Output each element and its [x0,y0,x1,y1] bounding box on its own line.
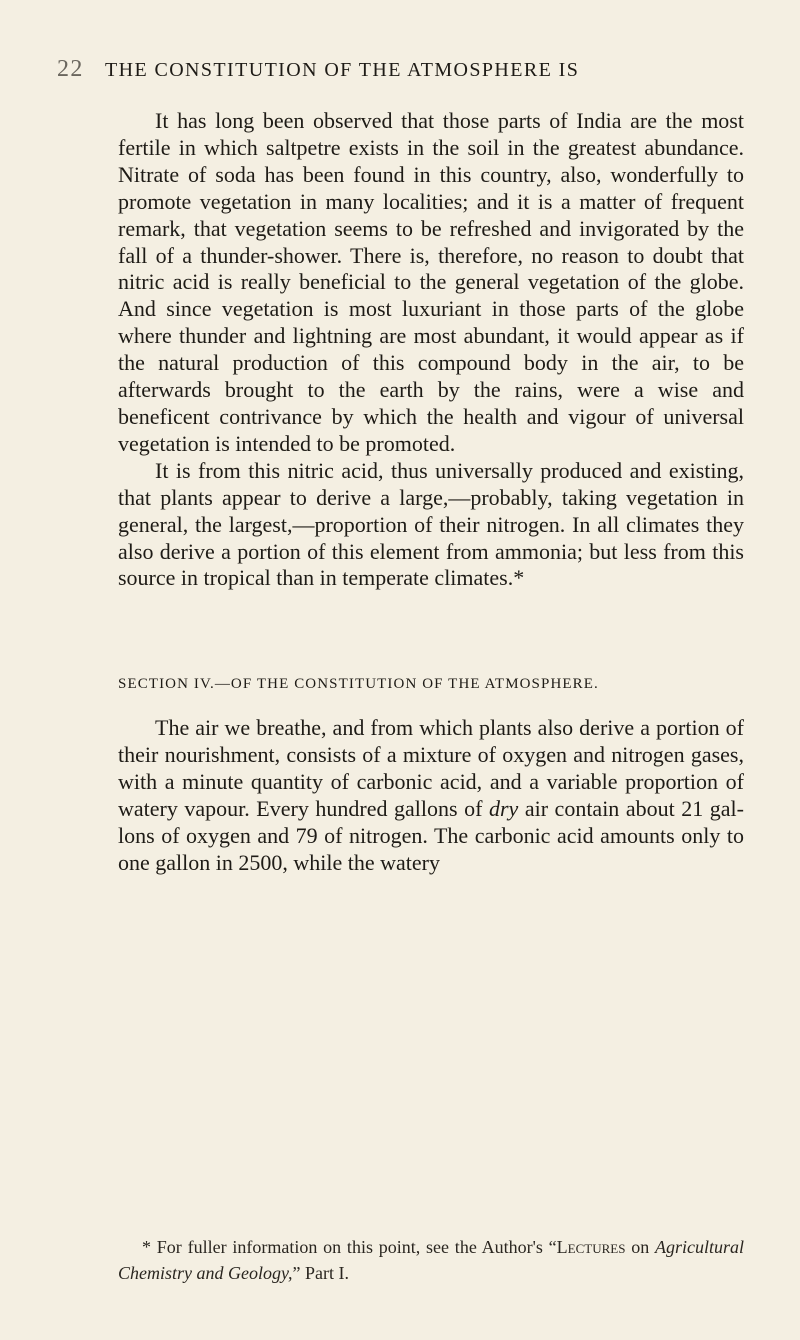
paragraph-atmosphere-composition [118,715,744,876]
running-header [57,56,747,86]
paragraph-text-part1: The air we breathe, and from which plants also derive a portion of their nourishment, consists of a mixture of oxygen and nitrogen gases, with a minute quantity of carbonic acid, and a variable proportion of watery vapour. Every hundred gallons of [118,715,744,821]
paragraph-text-part2: air contain about 21 gallons of oxygen and 79 of nitrogen. The carbonic acid amounts only to one gallon in 2500, while the watery [118,795,744,875]
footnote-book-title: Agricultural Chemistry and Geology, [118,1237,745,1283]
footnote-text-middle: on [625,1237,656,1257]
body-text [118,108,744,592]
running-title: THE CONSTITUTION OF THE ATMOSPHERE IS [105,59,580,81]
paragraph-nitric-acid: It is from this nitric acid, thus universally produced and existing, that plants appear to derive a large,—probably, taking vegetation in general, the largest,—proportion of their nitrogen. In all climates they also derive a portion of this element from ammonia; but less from this source in tropical than in temperate climates.* [118,457,744,591]
page-number: 22 [57,56,84,82]
emphasis-dry: dry [488,795,519,821]
footnote-marker: * [142,1237,151,1257]
footnote [118,1234,744,1286]
paragraph-india-saltpetre: It has long been observed that those parts of India are the most fertile in which saltpetre exists in the soil in the greatest abundance. Nitrate of soda has been found in this country, also, wonderfully to promote vegetation in many localities; and it is a matter of frequent remark, that vegetation seems to be refreshed and invigorated by the fall of a thunder-shower. There is, therefore, no reason to doubt that nitric acid is really beneficial to the general vegetation of the globe. And since vegetation is most luxuriant in those parts of the globe where thunder and lightning are most abundant, it would appear as if the natural production of this compound body in the air, to be afterwards brought to the earth by the rains, were a wise and beneficent contrivance by which the health and vigour of universal vegetation is intended to be promoted. [118,108,744,456]
footnote-lectures: Lectures [556,1237,626,1257]
section-heading: SECTION IV.—OF THE CONSTITUTION OF THE ATMOSPHERE. [118,676,599,692]
footnote-text-after: ” Part I. [292,1263,349,1283]
footnote-text-before: For fuller information on this point, see the Author's “ [151,1237,557,1257]
section-body [118,715,744,876]
